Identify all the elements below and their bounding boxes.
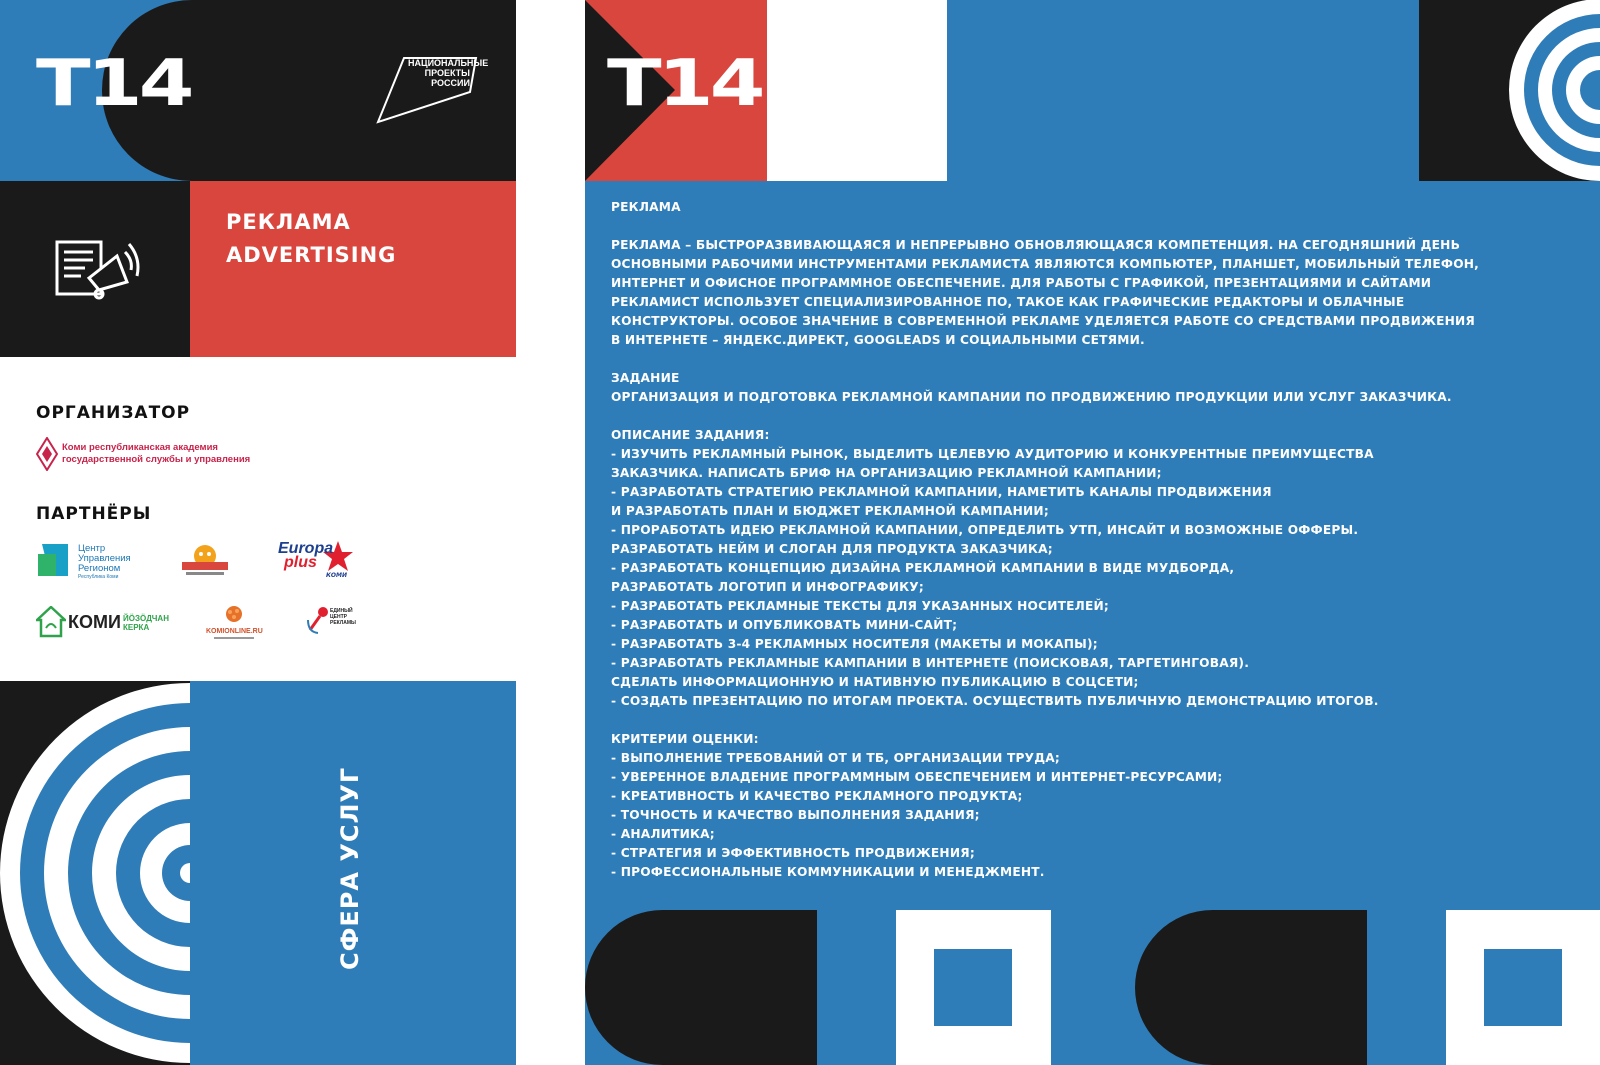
book-logo-icon xyxy=(180,544,230,580)
komionline-tagline-icon xyxy=(214,637,254,639)
criteria-item: - ТОЧНОСТЬ И КАЧЕСТВО ВЫПОЛНЕНИЯ ЗАДАНИЯ; xyxy=(611,808,980,822)
partner-cur xyxy=(36,542,136,582)
description-item: - РАЗРАБОТАТЬ 3-4 РЕКЛАМНЫХ НОСИТЕЛЯ (МАКЕТЫ И МОКАПЫ); xyxy=(611,637,1098,651)
criteria-paragraph xyxy=(611,730,1591,882)
partners-heading: ПАРТНЁРЫ xyxy=(36,504,152,524)
competence-title-en: ADVERTISING xyxy=(226,243,397,267)
intro-line: В ИНТЕРНЕТЕ – ЯНДЕКС.ДИРЕКТ, GOOGLEADS И СОЦИАЛЬНЫМИ СЕТЯМИ. xyxy=(611,333,1145,347)
komi-sub-line2: КЕРКА xyxy=(123,623,150,632)
intro-line: ИНТЕРНЕТ И ОФИСНОЕ ПРОГРАММНОЕ ОБЕСПЕЧЕНИЕ. ДЛЯ РАБОТЫ С ГРАФИКОЙ, ПРЕЗЕНТАЦИЯМИ И САЙТАМИ xyxy=(611,276,1432,290)
komionline-text: KOMIONLINE.RU xyxy=(206,628,263,635)
partner-komi xyxy=(36,606,169,642)
description-item: И РАЗРАБОТАТЬ ПЛАН И БЮДЖЕТ РЕКЛАМНОЙ КАМПАНИИ; xyxy=(611,504,1049,518)
criteria-item: - СТРАТЕГИЯ И ЭФФЕКТИВНОСТЬ ПРОДВИЖЕНИЯ; xyxy=(611,846,975,860)
advertising-icon xyxy=(55,238,140,300)
cur-name-line2: Управления xyxy=(78,553,131,564)
organizer-heading: ОРГАНИЗАТОР xyxy=(36,403,191,423)
komi-word: КОМИ xyxy=(68,612,121,632)
komi-sub xyxy=(123,614,169,632)
description-item: - СОЗДАТЬ ПРЕЗЕНТАЦИЮ ПО ИТОГАМ ПРОЕКТА. ОСУЩЕСТВИТЬ ПУБЛИЧНУЮ ДЕМОНСТРАЦИЮ ИТОГОВ. xyxy=(611,694,1379,708)
unified-ad-center-line2: ЦЕНТР xyxy=(330,614,347,620)
description-item: - РАЗРАБОТАТЬ РЕКЛАМНЫЕ ТЕКСТЫ ДЛЯ УКАЗАННЫХ НОСИТЕЛЕЙ; xyxy=(611,599,1109,613)
intro-line: КОНСТРУКТОРЫ. ОСОБОЕ ЗНАЧЕНИЕ В СОВРЕМЕННОЙ РЕКЛАМЕ УДЕЛЯЕТСЯ РАБОТЕ СО СРЕДСТВАМИ ПРОДВИЖЕНИЯ xyxy=(611,314,1476,328)
unified-ad-center-text xyxy=(330,608,356,626)
task-title: ЗАДАНИЕ xyxy=(611,371,680,385)
right-footer-black-shape-1 xyxy=(585,910,817,1065)
description-item: - ПРОРАБОТАТЬ ИДЕЮ РЕКЛАМНОЙ КАМПАНИИ, ОПРЕДЕЛИТЬ УТП, ИНСАЙТ И ВОЗМОЖНЫЕ ОФФЕРЫ. xyxy=(611,523,1359,537)
description-item: - ИЗУЧИТЬ РЕКЛАМНЫЙ РЫНОК, ВЫДЕЛИТЬ ЦЕЛЕВУЮ АУДИТОРИЮ И КОНКУРЕНТНЫЕ ПРЕИМУЩЕСТВА xyxy=(611,447,1374,461)
right-footer-blue-inner-1 xyxy=(934,949,1012,1026)
organizer-logo xyxy=(36,437,58,475)
unified-ad-center-line3: РЕКЛАМЫ xyxy=(330,620,356,626)
description-title: ОПИСАНИЕ ЗАДАНИЯ: xyxy=(611,428,770,442)
criteria-item: - ВЫПОЛНЕНИЕ ТРЕБОВАНИЙ ОТ И ТБ, ОРГАНИЗАЦИИ ТРУДА; xyxy=(611,751,1060,765)
national-projects-logo xyxy=(374,56,489,126)
komi-sub-line1: ЙӦЗӦДЧАН xyxy=(123,614,169,623)
competence-title xyxy=(226,206,396,272)
intro-paragraph xyxy=(611,236,1591,350)
europa-plus-line2: plus xyxy=(284,554,317,571)
microphone-icon xyxy=(306,606,330,636)
sphere-label: СФЕРА УСЛУГ xyxy=(336,766,364,970)
description-item: ЗАКАЗЧИКА. НАПИСАТЬ БРИФ НА ОРГАНИЗАЦИЮ РЕКЛАМНОЙ КАМПАНИИ; xyxy=(611,466,1162,480)
cloudberry-icon xyxy=(222,604,246,624)
academy-emblem-icon xyxy=(36,437,58,471)
right-header-white-block xyxy=(767,0,947,181)
national-projects-text: НАЦИОНАЛЬНЫЕ ПРОЕКТЫ РОССИИ xyxy=(408,58,489,88)
right-header-target-graphic xyxy=(1419,0,1600,181)
europa-plus-sub: КОМИ xyxy=(326,572,347,579)
cur-name xyxy=(78,544,131,581)
section-title: РЕКЛАМА xyxy=(611,200,681,214)
criteria-item: - УВЕРЕННОЕ ВЛАДЕНИЕ ПРОГРАММНЫМ ОБЕСПЕЧЕНИЕМ И ИНТЕРНЕТ-РЕСУРСАМИ; xyxy=(611,770,1223,784)
description-item: - РАЗРАБОТАТЬ РЕКЛАМНЫЕ КАМПАНИИ В ИНТЕРНЕТЕ (ПОИСКОВАЯ, ТАРГЕТИНГОВАЯ). xyxy=(611,656,1250,670)
partner-europa-plus xyxy=(278,540,354,580)
right-footer-black-shape-2 xyxy=(1135,910,1367,1065)
criteria-item: - КРЕАТИВНОСТЬ И КАЧЕСТВО РЕКЛАМНОГО ПРОДУКТА; xyxy=(611,789,1023,803)
organizer-name-line2: государственной службы и управления xyxy=(62,454,251,465)
intro-line: РЕКЛАМА – БЫСТРОРАЗВИВАЮЩАЯСЯ И НЕПРЕРЫВНО ОБНОВЛЯЮЩАЯСЯ КОМПЕТЕНЦИЯ. НА СЕГОДНЯШНИЙ ДЕНЬ xyxy=(611,238,1461,252)
description-item: СДЕЛАТЬ ИНФОРМАЦИОННУЮ И НАТИВНУЮ ПУБЛИКАЦИЮ В СОЦСЕТИ; xyxy=(611,675,1139,689)
description-item: - РАЗРАБОТАТЬ СТРАТЕГИЮ РЕКЛАМНОЙ КАМПАНИИ, НАМЕТИТЬ КАНАЛЫ ПРОДВИЖЕНИЯ xyxy=(611,485,1272,499)
competence-title-ru: РЕКЛАМА xyxy=(226,210,351,234)
t14-logo: T14 xyxy=(36,47,191,121)
task-text: ОРГАНИЗАЦИЯ И ПОДГОТОВКА РЕКЛАМНОЙ КАМПАНИИ ПО ПРОДВИЖЕНИЮ ПРОДУКЦИИ ИЛИ УСЛУГ ЗАКАЗЧИКА. xyxy=(611,390,1452,404)
komi-house-icon xyxy=(36,606,66,640)
organizer-name-line1: Коми республиканская академия xyxy=(62,442,218,453)
partner-komionline xyxy=(206,604,262,644)
criteria-item: - ПРОФЕССИОНАЛЬНЫЕ КОММУНИКАЦИИ И МЕНЕДЖМЕНТ. xyxy=(611,865,1045,879)
description-paragraph xyxy=(611,426,1591,711)
task-paragraph xyxy=(611,369,1591,407)
left-bottom-target-graphic xyxy=(0,681,190,1065)
description-item: - РАЗРАБОТАТЬ И ОПУБЛИКОВАТЬ МИНИ-САЙТ; xyxy=(611,618,958,632)
description-text xyxy=(611,198,1591,901)
intro-line: РЕКЛАМИСТ ИСПОЛЬЗУЕТ СПЕЦИАЛИЗИРОВАННОЕ ПО, ТАКОЕ КАК ГРАФИЧЕСКИЕ РЕДАКТОРЫ И ОБЛАЧНЫЕ xyxy=(611,295,1405,309)
cur-name-sub: Республика Коми xyxy=(78,574,119,580)
criteria-title: КРИТЕРИИ ОЦЕНКИ: xyxy=(611,732,759,746)
europa-plus-line1: Europa xyxy=(278,540,334,557)
europa-plus-text xyxy=(278,542,333,570)
partner-unified-ad-center xyxy=(306,604,356,644)
cur-logo-icon xyxy=(36,542,70,578)
criteria-item: - АНАЛИТИКА; xyxy=(611,827,715,841)
t14-logo-right: T14 xyxy=(607,47,762,121)
description-item: РАЗРАБОТАТЬ НЕЙМ И СЛОГАН ДЛЯ ПРОДУКТА ЗАКАЗЧИКА; xyxy=(611,542,1053,556)
unified-ad-center-line1: ЕДИНЫЙ xyxy=(330,608,353,614)
cur-name-line3: Регионом xyxy=(78,563,121,574)
description-item: РАЗРАБОТАТЬ ЛОГОТИП И ИНФОГРАФИКУ; xyxy=(611,580,924,594)
description-item: - РАЗРАБОТАТЬ КОНЦЕПЦИЮ ДИЗАЙНА РЕКЛАМНОЙ КАМПАНИИ В ВИДЕ МУДБОРДА, xyxy=(611,561,1235,575)
partner-book xyxy=(180,544,230,580)
intro-line: ОСНОВНЫМИ РАБОЧИМИ ИНСТРУМЕНТАМИ РЕКЛАМИСТА ЯВЛЯЮТСЯ КОМПЬЮТЕР, ПЛАНШЕТ, МОБИЛЬНЫЙ ТЕЛЕФОН, xyxy=(611,257,1479,271)
cur-name-line1: Центр xyxy=(78,543,106,554)
organizer-name xyxy=(62,442,250,466)
right-footer-blue-inner-2 xyxy=(1484,949,1562,1026)
